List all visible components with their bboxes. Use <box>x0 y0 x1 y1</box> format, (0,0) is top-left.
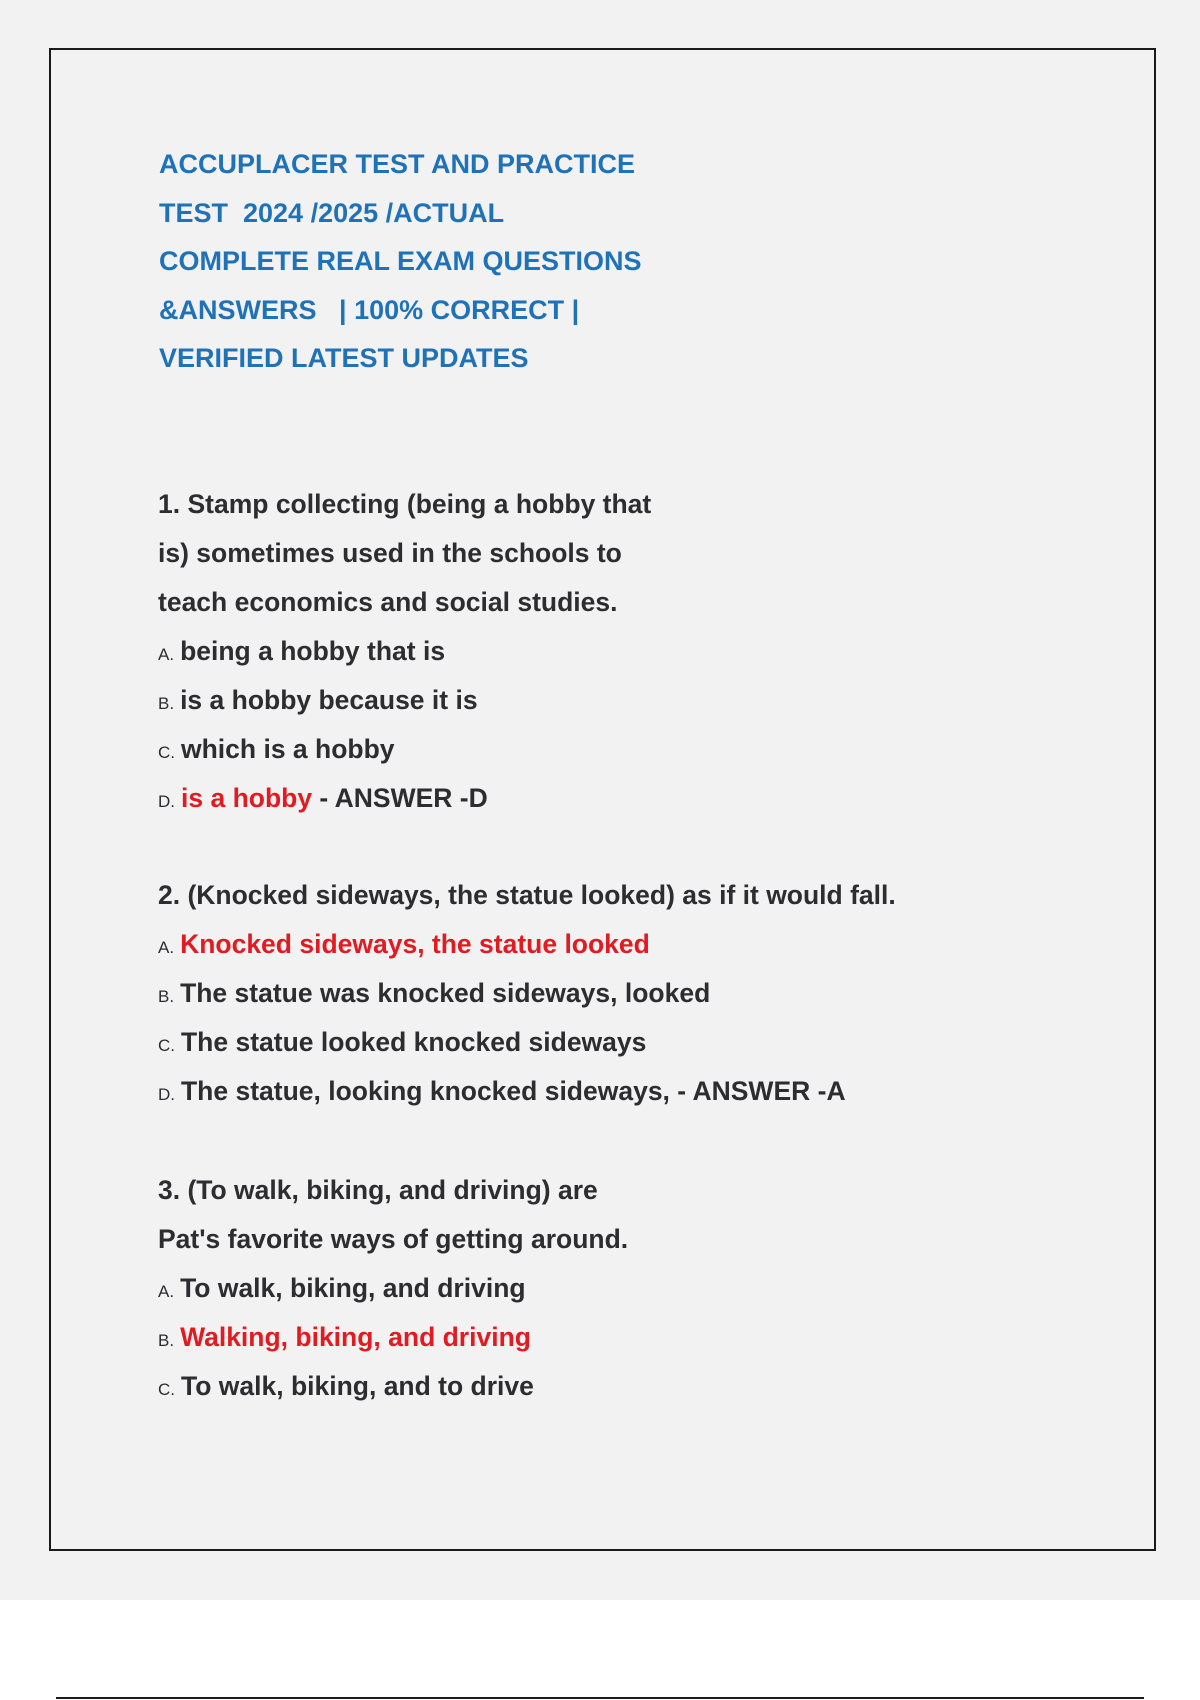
option-text: is a hobby because it is <box>180 685 478 715</box>
option-text: which is a hobby <box>181 734 395 764</box>
footer-divider <box>56 1697 1144 1699</box>
answer-option-c <box>158 1362 628 1411</box>
answer-option-d <box>158 1067 896 1116</box>
question-2 <box>158 871 896 1116</box>
option-letter: B. <box>158 694 175 713</box>
option-letter: B. <box>158 987 175 1006</box>
answer-option-a <box>158 627 651 676</box>
option-text: The statue, looking knocked sideways, - ANSWER -A <box>181 1076 846 1106</box>
question-prompt: 3. (To walk, biking, and driving) are <box>158 1175 598 1205</box>
title-line: TEST 2024 /2025 /ACTUAL <box>159 197 505 228</box>
option-text: The statue looked knocked sideways <box>181 1027 647 1057</box>
option-letter: C. <box>158 743 175 762</box>
answer-option-b <box>158 969 896 1018</box>
option-text: To walk, biking, and to drive <box>181 1371 534 1401</box>
correct-option-text: Knocked sideways, the statue looked <box>180 929 650 959</box>
title-line: &ANSWERS | 100% CORRECT | <box>159 294 580 325</box>
question-prompt: 2. (Knocked sideways, the statue looked) as if it would fall. <box>158 880 896 910</box>
document-title <box>159 140 642 383</box>
option-letter: A. <box>158 645 175 664</box>
title-line: COMPLETE REAL EXAM QUESTIONS <box>159 246 642 276</box>
option-letter: C. <box>158 1380 175 1399</box>
option-letter: D. <box>158 792 175 811</box>
option-text: To walk, biking, and driving <box>180 1273 526 1303</box>
option-letter: A. <box>158 938 175 957</box>
option-letter: C. <box>158 1036 175 1055</box>
option-letter: D. <box>158 1085 175 1104</box>
option-text: The statue was knocked sideways, looked <box>180 978 711 1008</box>
title-line: ACCUPLACER TEST AND PRACTICE <box>159 149 636 179</box>
option-text: being a hobby that is <box>180 636 446 666</box>
answer-key: - ANSWER -D <box>312 783 488 813</box>
option-letter: B. <box>158 1331 175 1350</box>
question-prompt: teach economics and social studies. <box>158 587 618 617</box>
answer-option-a <box>158 1264 628 1313</box>
question-prompt: 1. Stamp collecting (being a hobby that <box>158 489 652 519</box>
answer-option-c <box>158 1018 896 1067</box>
option-letter: A. <box>158 1282 175 1301</box>
answer-option-d <box>158 774 651 823</box>
question-prompt: Pat's favorite ways of getting around. <box>158 1224 629 1254</box>
question-3 <box>158 1166 628 1411</box>
title-line: VERIFIED LATEST UPDATES <box>159 343 529 373</box>
answer-option-b <box>158 676 651 725</box>
correct-option-text: Walking, biking, and driving <box>180 1322 531 1352</box>
answer-option-c <box>158 725 651 774</box>
correct-option-text: is a hobby <box>181 783 313 813</box>
question-1 <box>158 480 651 823</box>
answer-option-a <box>158 920 896 969</box>
answer-option-b <box>158 1313 628 1362</box>
question-prompt: is) sometimes used in the schools to <box>158 538 622 568</box>
